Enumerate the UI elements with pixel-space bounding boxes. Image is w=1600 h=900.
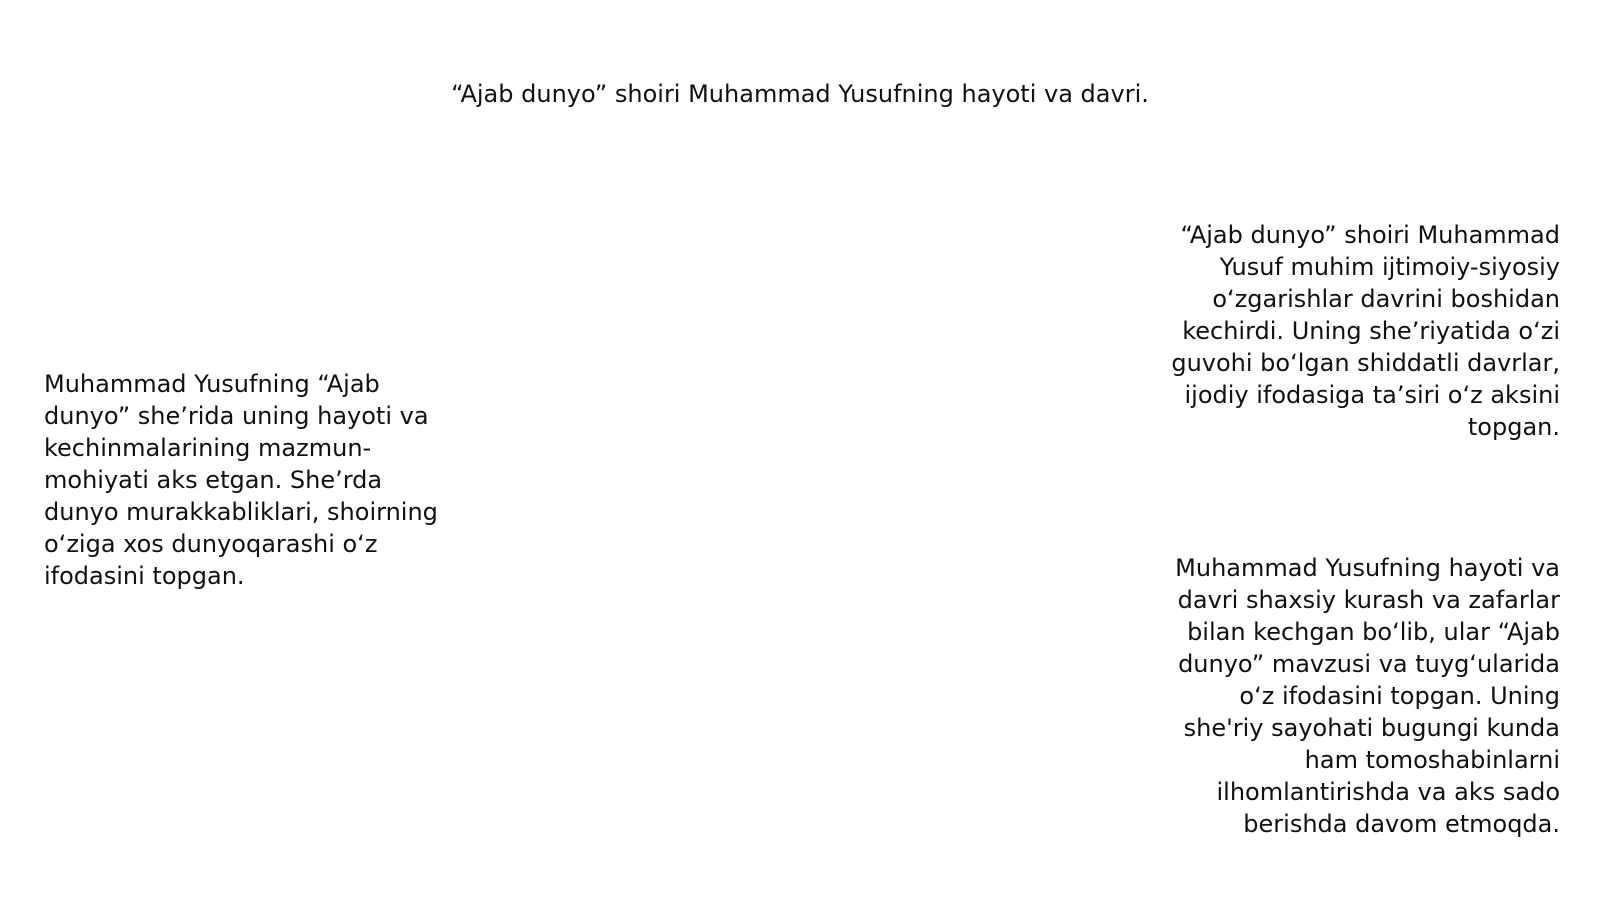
right-top-text-block: “Ajab dunyo” shoiri Muhammad Yusuf muhim ijtimoiy-siyosiy o‘zgarishlar davrini boshidan kechirdi. Uning she’riyatida o‘zi guvohi bo‘lgan shiddatli davrlar, ijodiy ifodasiga ta’siri o‘z aksini topgan. <box>1171 221 1560 441</box>
right-bottom-text-block: Muhammad Yusufning hayoti va davri shaxsiy kurash va zafarlar bilan kechgan bo‘lib, ular “Ajab dunyo” mavzusi va tuyg‘ularida o‘z ifodasini topgan. Uning she'riy sayohati bugungi kunda ham tomoshabinlarni ilhomlantirishda va aks sado berishda davom etmoqda. <box>1175 554 1560 838</box>
slide-title: “Ajab dunyo” shoiri Muhammad Yusufning hayoti va davri. <box>451 80 1149 108</box>
left-text-block: Muhammad Yusufning “Ajab dunyo” she’rida uning hayoti va kechinmalarining mazmun-mohiyati aks etgan. She’rda dunyo murakkabliklari, shoirning o‘ziga xos dunyoqarashi o‘z ifodasini topgan. <box>44 370 438 590</box>
